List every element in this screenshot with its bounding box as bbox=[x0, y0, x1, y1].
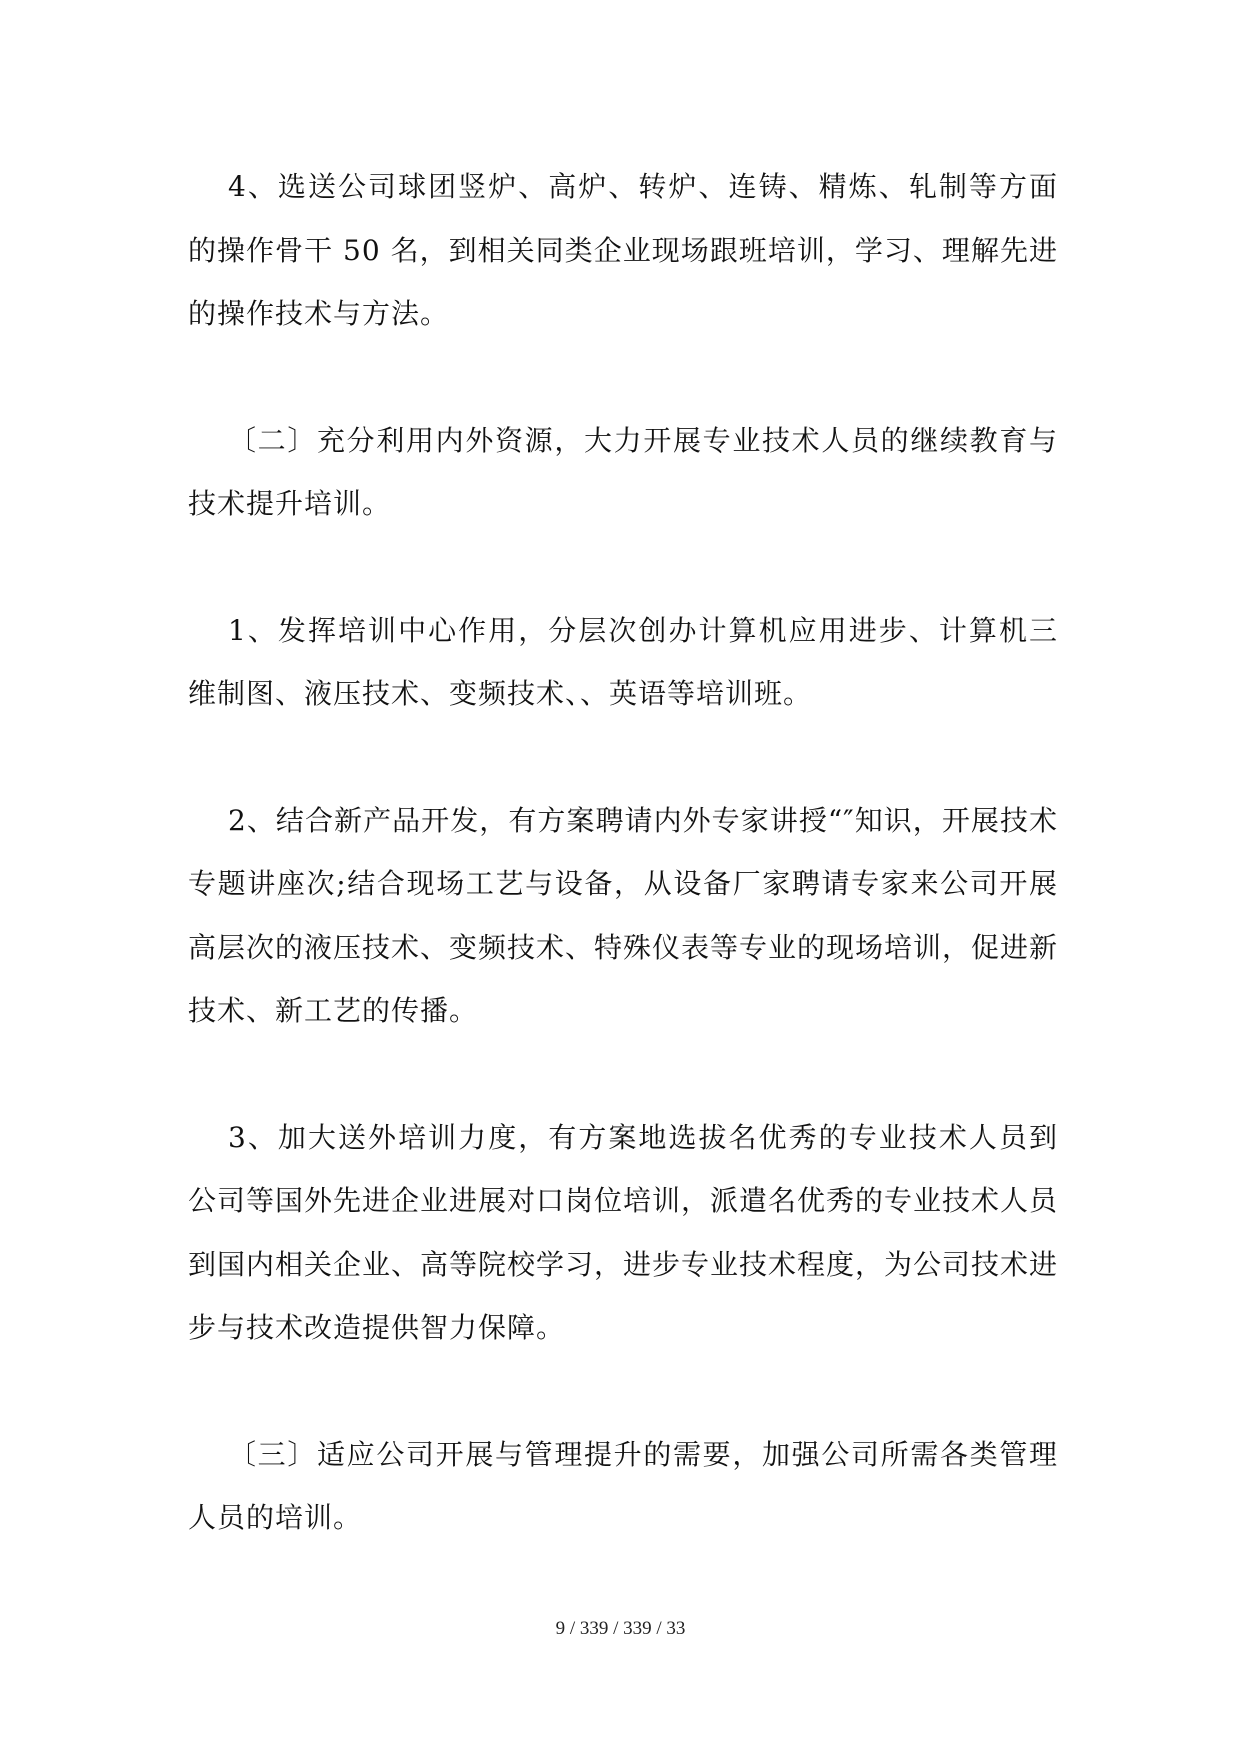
paragraph-item-4: 4、选送公司球团竖炉、高炉、转炉、连铸、精炼、轧制等方面的操作骨干 50 名，到相关同类企业现场跟班培训，学习、理解先进的操作技术与方法。 bbox=[188, 170, 1058, 330]
page-number-footer: 9 / 339 / 339 / 33 bbox=[555, 1618, 686, 1639]
paragraph-item-2: 2、结合新产品开发，有方案聘请内外专家讲授“″知识，开展技术专题讲座次;结合现场工艺与设备，从设备厂家聘请专家来公司开展高层次的液压技术、变频技术、特殊仪表等专业的现场培训，促进新技术、新工艺的传播。 bbox=[188, 803, 1059, 1027]
section-heading-3: 〔三〕适应公司开展与管理提升的需要，加强公司所需各类管理人员的培训。 bbox=[188, 1437, 1058, 1534]
section-heading-2: 〔二〕充分利用内外资源，大力开展专业技术人员的继续教育与技术提升培训。 bbox=[188, 423, 1058, 520]
paragraph-item-3: 3、加大送外培训力度，有方案地选拔名优秀的专业技术人员到公司等国外先进企业进展对口岗位培训，派遣名优秀的专业技术人员到国内相关企业、高等院校学习，进步专业技术程度，为公司技术进步与技术改造提供智力保障。 bbox=[188, 1120, 1059, 1344]
document-body bbox=[188, 155, 1058, 1613]
paragraph-item-1: 1、发挥培训中心作用，分层次创办计算机应用进步、计算机三维制图、液压技术、变频技术、、英语等培训班。 bbox=[188, 613, 1058, 710]
